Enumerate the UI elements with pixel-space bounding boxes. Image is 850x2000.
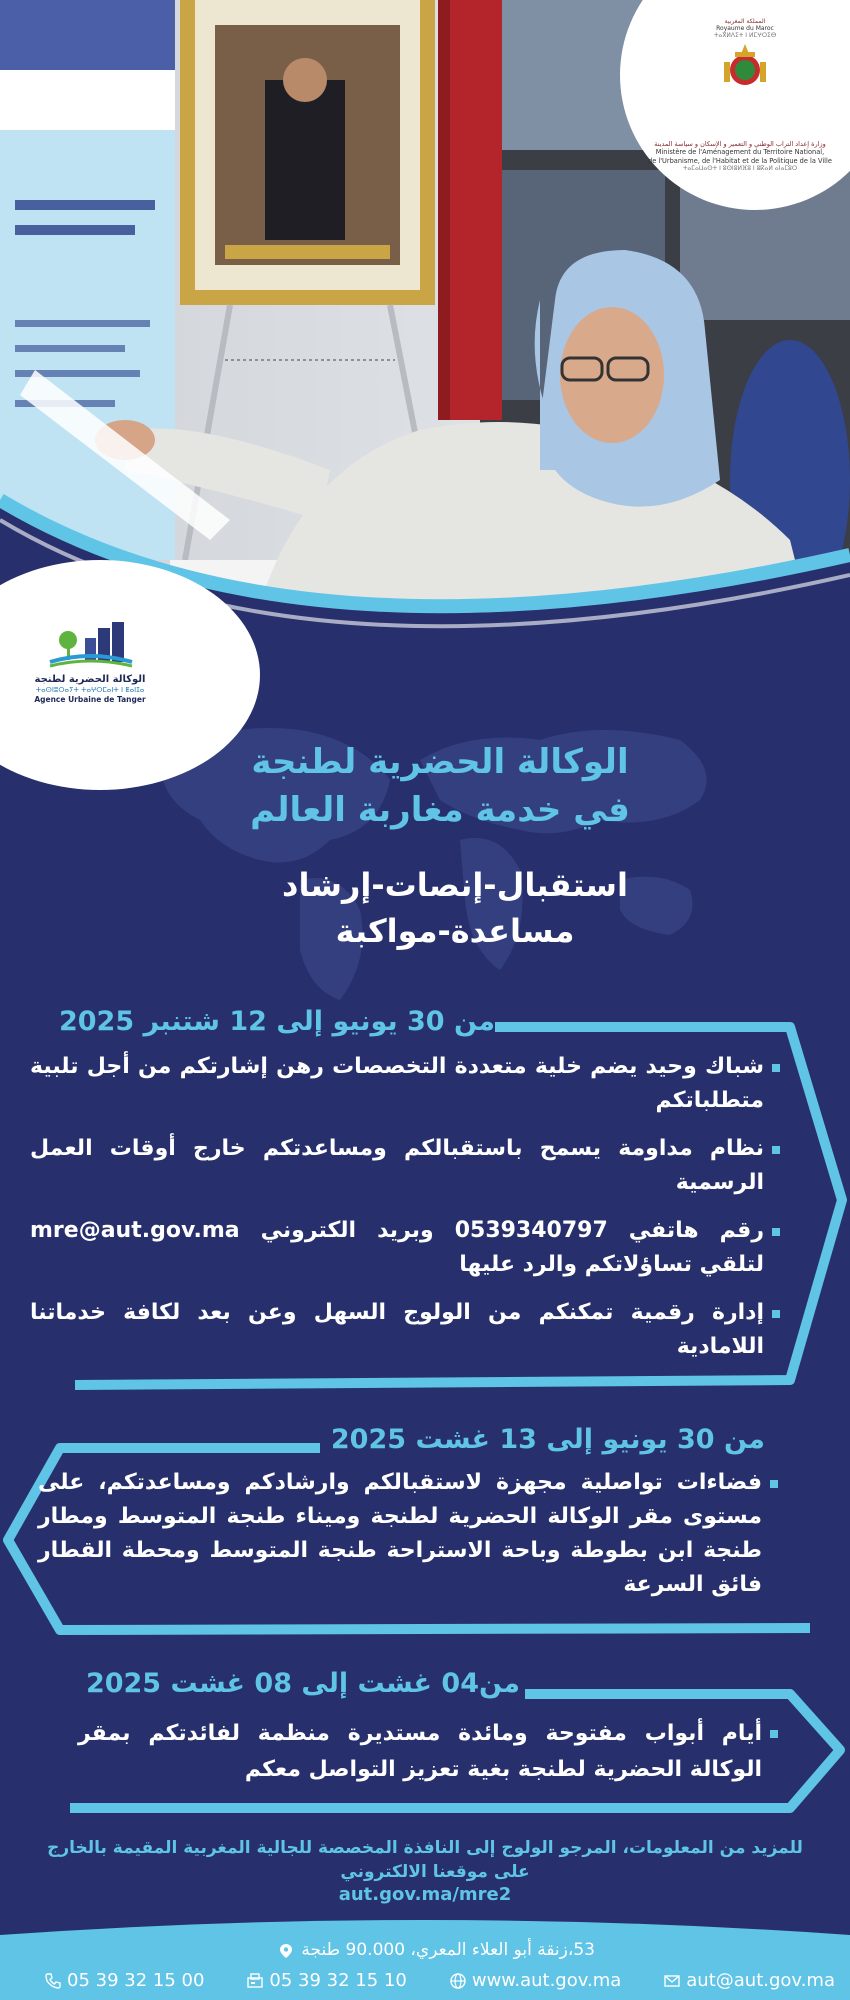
agency-name-ar: الوكالة الحضرية لطنجة: [34, 674, 146, 685]
section-2-list: [38, 1466, 778, 1602]
agency-buildings-icon: [40, 620, 140, 670]
list-item: نظام مداومة يسمح باستقبالكم ومساعدتكم خارج أوقات العمل الرسمية: [30, 1132, 780, 1200]
section-2-date: من 30 يونيو إلى 13 غشت 2025: [330, 1424, 765, 1455]
section-1-list: [30, 1050, 780, 1378]
email-address: aut@aut.gov.ma: [686, 1970, 835, 1991]
more-info-line-2: على موقعنا الالكتروني: [340, 1862, 530, 1882]
subtitle-line-2: مساعدة-مواكبة: [335, 912, 575, 950]
section-1-date: من 30 يونيو إلى 12 شتنبر 2025: [58, 1006, 495, 1037]
agency-name-fr: Agence Urbaine de Tanger: [34, 695, 146, 704]
phone-icon: [45, 1973, 61, 1989]
address: [280, 1940, 595, 1960]
agency-logo: [20, 620, 160, 704]
ministry-name-fr-2: de l'Urbanisme, de l'Habitat et de la Politique de la Ville: [648, 156, 832, 165]
ministry-name-tz: ⵜⴰⵎⴰⵡⴰⵙⵜ ⵏ ⵓⵙⵏⵓⵍⴼⵓ ⵏ ⵓⴽⴰⵍ ⴰⵏⴰⵎⵓⵔ: [682, 165, 798, 172]
ministry-header-line: المملكة المغربية: [724, 18, 766, 25]
list-item: رقم هاتفي 0539340797 وبريد الكتروني mre@aut.gov.ma لتلقي تساؤلاتكم والرد عليها: [30, 1214, 780, 1282]
section-3-list: [78, 1716, 778, 1788]
title-line-1: الوكالة الحضرية لطنجة: [251, 742, 629, 782]
section-3-date: من04 غشت إلى 08 غشت 2025: [85, 1668, 520, 1699]
title-line-2: في خدمة مغاربة العالم: [250, 790, 630, 830]
fax-contact[interactable]: [247, 1970, 406, 1991]
ministry-name-ar: وزارة إعداد التراب الوطني و التعمير و الإسكان و سياسة المدينة: [654, 140, 826, 148]
address-text: 53،زنقة أبو العلاء المعري، 90.000 طنجة: [301, 1940, 595, 1960]
ministry-header-line: Royaume du Maroc: [716, 25, 774, 32]
fax-icon: [247, 1973, 263, 1989]
envelope-icon: [664, 1973, 680, 1989]
globe-icon: [450, 1973, 466, 1989]
email-contact[interactable]: [664, 1970, 835, 1991]
phone-number: 05 39 32 15 00: [67, 1970, 205, 1991]
web-contact[interactable]: [450, 1970, 621, 1991]
list-item: شباك وحيد يضم خلية متعددة التخصصات رهن إشارتكم من أجل تلبية متطلباتكم: [30, 1050, 780, 1118]
fax-number: 05 39 32 15 10: [269, 1970, 407, 1991]
list-item: إدارة رقمية تمكنكم من الولوج السهل وعن بعد لكافة خدماتنا اللامادية: [30, 1296, 780, 1364]
contact-row: [45, 1970, 835, 1991]
ministry-header-line: ⵜⴰⴳⵍⴷⵉⵜ ⵏ ⵍⵎⵖⵔⵉⴱ: [713, 32, 777, 39]
website-url: www.aut.gov.ma: [471, 1970, 622, 1991]
subtitle-line-1: استقبال-إنصات-إرشاد: [282, 866, 628, 904]
location-pin-icon: [280, 1943, 292, 1957]
list-item: فضاءات تواصلية مجهزة لاستقبالكم وارشادكم ومساعدتكم، على مستوى مقر الوكالة الحضرية لطنجة وميناء طنجة المتوسط ومطار طنجة ابن بطوطة وباحة الاستراحة طنجة المتوسط ومحطة القطار فائق السرعة: [38, 1466, 778, 1602]
agency-name-tz: ⵜⴰⵙⵏⵓⵔⴰⵢⵜ ⵜⴰⵖⵔⵎⴰⵏⵜ ⵏ ⵟⴰⵏⵊⴰ: [35, 686, 145, 694]
list-item: أيام أبواب مفتوحة ومائدة مستديرة منظمة لفائدتكم بمقر الوكالة الحضرية لطنجة بغية تعزيز التواصل معكم: [78, 1716, 778, 1788]
mre-link[interactable]: aut.gov.ma/mre2: [338, 1884, 512, 1905]
more-info-line-1: للمزيد من المعلومات، المرجو الولوج إلى النافذة المخصصة للجالية المغربية المقيمة بالخارج: [47, 1838, 803, 1858]
ministry-name-fr-1: Ministère de l'Aménagement du Territoire National,: [655, 148, 825, 156]
phone-contact[interactable]: [45, 1970, 204, 1991]
